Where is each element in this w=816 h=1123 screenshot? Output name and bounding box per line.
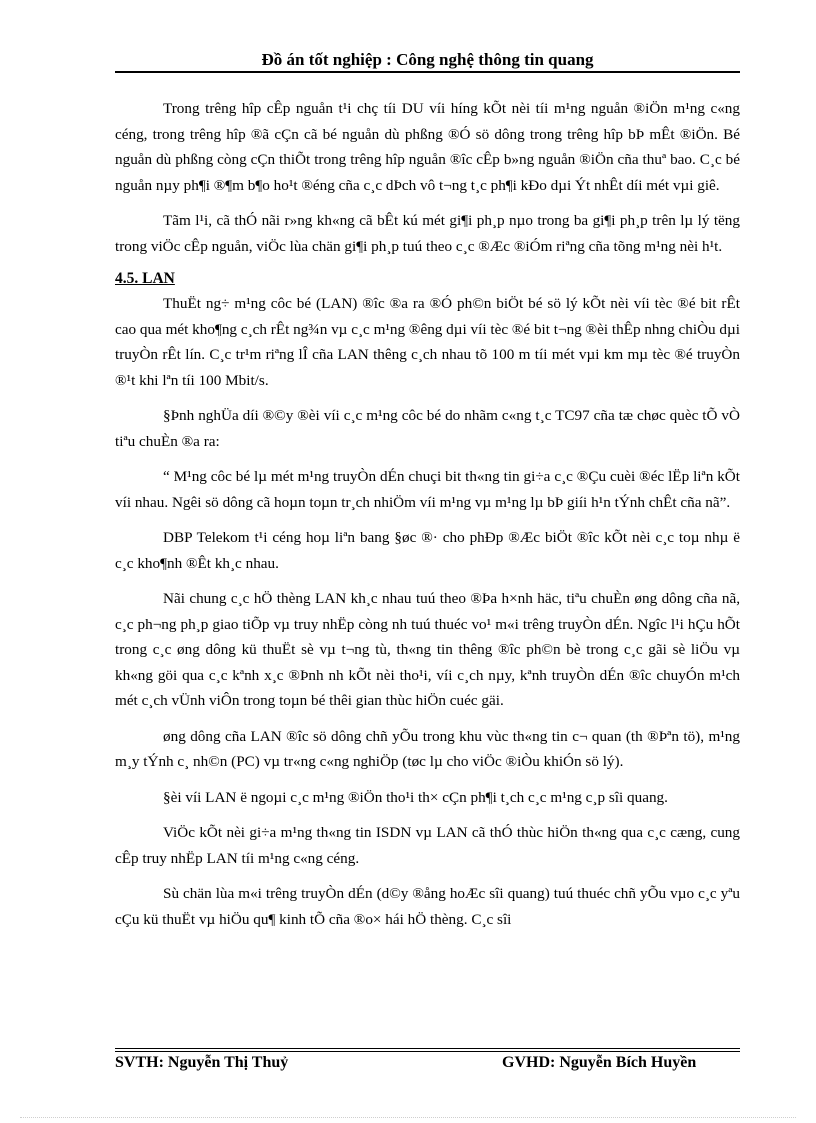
- footer-student: SVTH: Nguyễn Thị Thuỷ: [115, 1054, 289, 1071]
- page-edge-dots: [20, 1117, 796, 1118]
- header-divider: [115, 71, 740, 73]
- footer-advisor: GVHD: Nguyễn Bích Huyền: [502, 1054, 697, 1071]
- paragraph: ThuËt ng÷ m¹ng côc bé (LAN) ®îc ®a ra ®Ó ph©n biÖt bé sö lý kÕt nèi víi tèc ®é bit rÊt cao qua mét kho¶ng c¸ch rÊt ng¾n vµ c¸c m¹ng ®êng dµi víi tèc ®é bit t¬ng ®èi thÊp nhng chiÒu dµi truyÒn rÊt lín. C¸c tr¹m riªng lÎ cña LAN thêng c¸ch nhau tõ 100 m tíi mét vµi km mµ tèc ®é truyÒn ®¹t khi lªn tíi 100 Mbit/s.: [115, 295, 740, 389]
- paragraph: Nãi chung c¸c hÖ thèng LAN kh¸c nhau tuú theo ®Þa h×nh häc, tiªu chuÈn øng dông cña nã, c¸c ph¬ng ph¸p giao tiÕp vµ truy nhËp còng nh tuú thuéc vo¹ m«i trêng truyÒn dÉn. Ngîc l¹i hÇu hÕt trong c¸c øng dông kü thuËt sè vµ t¬ng tù, th«ng tin thêng ®îc ph©n bè trong c¸c gãi sè liÖu vµ kh«ng göi qua c¸c kªnh x¸c ®Þnh nh kÕt nèi tho¹i, víi c¸ch nµy, kªnh truyÒn dÉn ®îc chuyÓn m¹ch mét c¸ch vÜnh viÔn trong toµn bé thêi gian thùc hiÖn cuéc gäi.: [115, 590, 740, 709]
- paragraph: Trong trêng hîp cÊp nguån t¹i chç tíi DU víi híng kÕt nèi tíi m¹ng nguån ®iÖn m¹ng c«ng céng, trong trêng hîp ®ã cÇn cã bé nguån dù phßng ®Ó sö dông trong trêng hîp bÞ mÊt ®iÖn. Bé nguån dù phßng còng cÇn thiÕt trong trêng hîp nguån ®îc cÊp b»ng nguån ®iÖn cña thuª bao. C¸c bé nguån nµy ph¶i ®¶m b¶o ho¹t ®éng cña c¸c dÞch vô t¬ng t¸c ph¶i kÐo dµi Ýt nhÊt díi mét vµi giê.: [115, 100, 740, 194]
- paragraph: §èi víi LAN ë ngoµi c¸c m¹ng ®iÖn tho¹i th× cÇn ph¶i t¸ch c¸c m¹ng c¸p sîi quang.: [163, 788, 668, 806]
- paragraph: Tãm l¹i, cã thÓ nãi r»ng kh«ng cã bÊt kú mét gi¶i ph¸p nµo trong ba gi¶i ph¸p trên lµ lý tëng trong viÖc cÊp nguån, viÖc lùa chän gi¶i ph¸p tuú theo c¸c ®Æc ®iÓm riªng cña tõng m¹ng nèi h¹t.: [115, 212, 740, 255]
- page-header-title: Đồ án tốt nghiệp : Công nghệ thông tin quang: [261, 50, 594, 69]
- paragraph: øng dông cña LAN ®îc sö dông chñ yÕu trong khu vùc th«ng tin c¬ quan (th ®Þªn tö), m¹ng m¸y tÝnh c¸ nh©n (PC) vµ tr«ng c«ng nghiÖp (tøc lµ cho viÖc ®iÒu khiÓn sö lý).: [115, 727, 740, 770]
- footer-divider-top: [115, 1048, 740, 1049]
- quote-paragraph: “ M¹ng côc bé lµ mét m¹ng truyÒn dÉn chuçi bit th«ng tin gi÷a c¸c ®Çu cuèi ®éc lËp liªn kÕt víi nhau. Ngêi sö dông cã hoµn toµn tr¸ch nhiÖm víi m¹ng vµ m¹ng lµ bÞ giíi h¹n tÝnh chÊt cña nã”.: [115, 468, 740, 511]
- footer-divider-bottom: [115, 1051, 740, 1052]
- document-body: [115, 96, 740, 942]
- paragraph: DBP Telekom t¹i céng hoµ liªn bang §øc ®· cho phÐp ®Æc biÖt ®îc kÕt nèi c¸c toµ nhµ ë c¸c kho¶nh ®Êt kh¸c nhau.: [115, 529, 740, 572]
- section-heading: 4.5. LAN: [115, 270, 175, 287]
- paragraph: §Þnh nghÜa díi ®©y ®èi víi c¸c m¹ng côc bé do nhãm c«ng t¸c TC97 cña tæ chøc quèc tÕ vÒ tiªu chuÈn ®a ra:: [115, 407, 740, 450]
- paragraph: ViÖc kÕt nèi gi÷a m¹ng th«ng tin ISDN vµ LAN cã thÓ thùc hiÖn th«ng qua c¸c cæng, cung cÊp truy nhËp LAN tíi m¹ng c«ng céng.: [115, 824, 740, 867]
- paragraph: Sù chän lùa m«i trêng truyÒn dÉn (d©y ®ång hoÆc sîi quang) tuú thuéc chñ yÕu vµo c¸c yªu cÇu kü thuËt vµ hiÖu qu¶ kinh tÕ cña ®o× hái hÖ thèng. C¸c sîi: [115, 885, 740, 928]
